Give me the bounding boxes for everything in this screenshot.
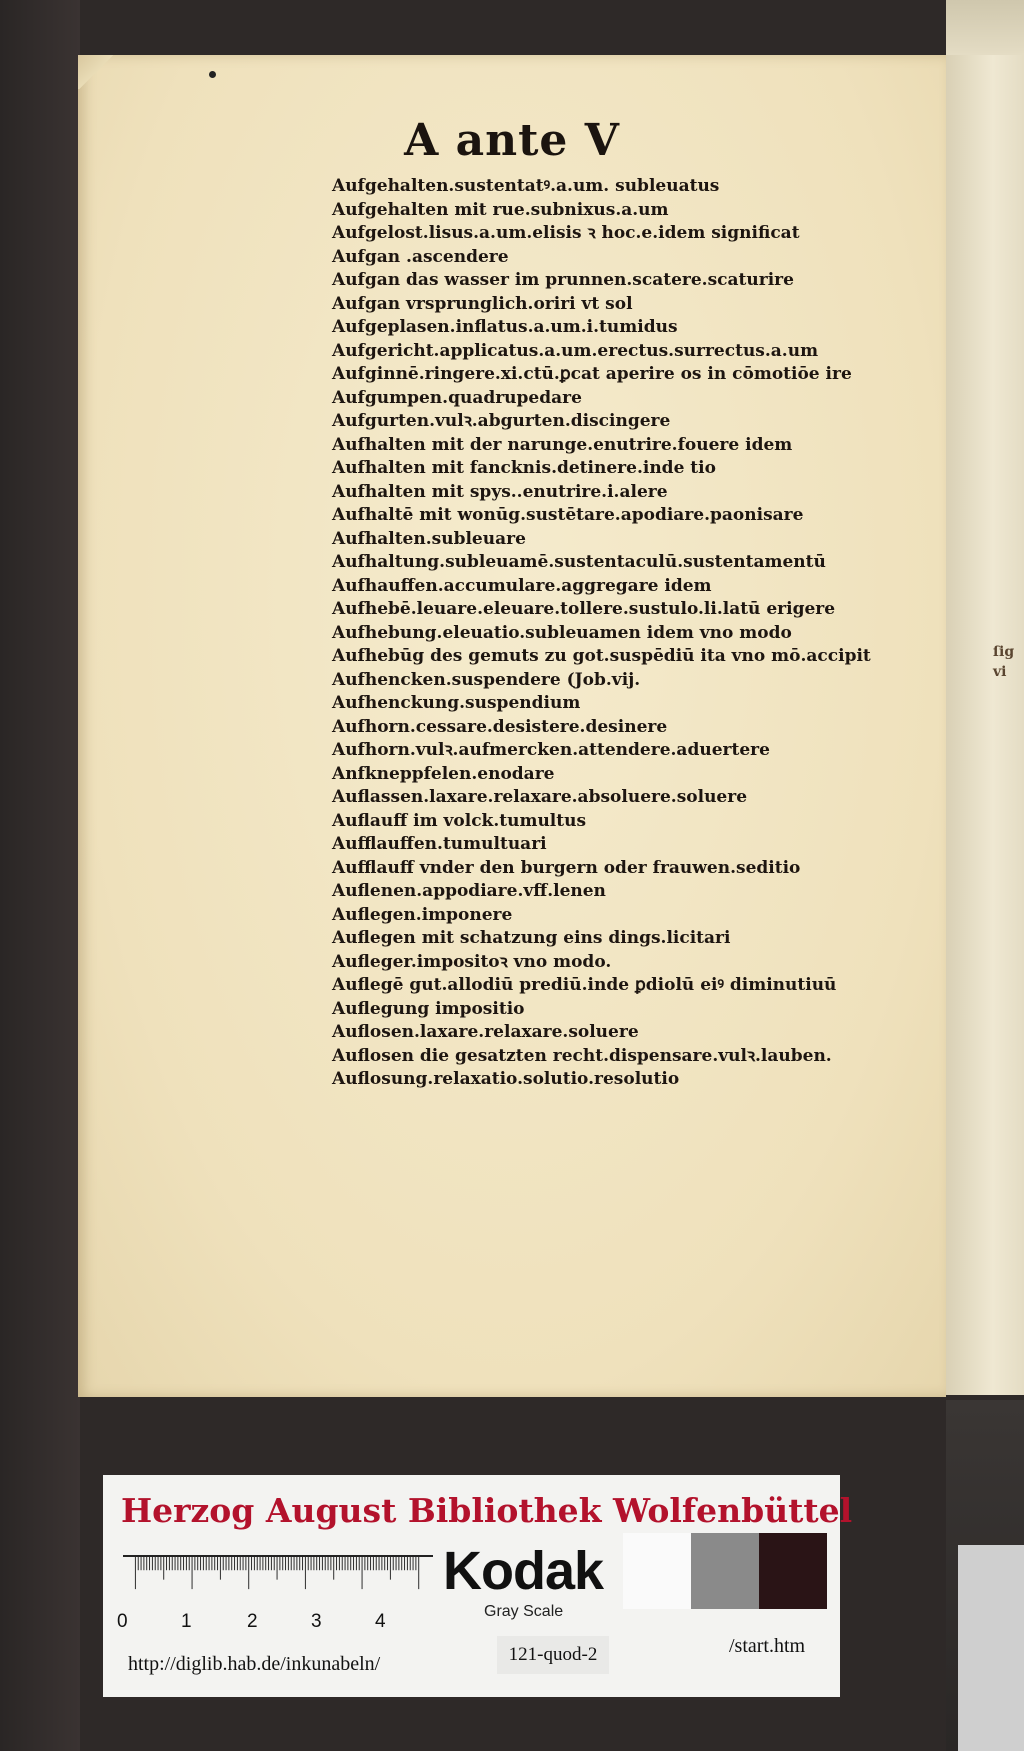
dictionary-entry: Aufhenckung.suspendium (332, 693, 581, 713)
dictionary-entry: Aufgan das wasser im prunnen.scatere.scaturire (332, 270, 794, 290)
dictionary-entry: Auflosung.relaxatio.solutio.resolutio (332, 1069, 680, 1089)
gray-swatch (691, 1533, 759, 1609)
ruler-number: 3 (311, 1611, 322, 1632)
dictionary-entry: Aufflauffen.tumultuari (332, 834, 547, 854)
page-header: A ante V (404, 115, 620, 166)
dictionary-entry: Aufhalten mit fancknis.detinere.inde tio (332, 458, 716, 478)
background-left (0, 0, 80, 1751)
library-title: Herzog August Bibliothek Wolfenbüttel (121, 1491, 853, 1530)
dictionary-entry: Aufhencken.suspendere (Job.vij. (332, 669, 641, 690)
adjacent-card-edge (958, 1545, 1024, 1751)
dictionary-entry: Aufhaltung.subleuamē.sustentaculū.sustentamentū (332, 552, 826, 572)
dictionary-entry: Auflegē gut.allodiū prediū.inde ꝑdiolū eiꝰ diminutiuū (332, 975, 837, 995)
bleed-line: ſig (993, 644, 1015, 660)
dictionary-entry: Aufhorn.cessare.desistere.desinere (332, 716, 668, 737)
dictionary-entry: Aufginnē.ringere.xi.ctū.ꝑcat aperire os in cōmotiōe ire (332, 364, 852, 384)
dictionary-entry: Auflosen die gesatzten recht.dispensare.vulꝛ.lauben. (332, 1045, 832, 1066)
dictionary-entry: Aufgan vrsprunglich.oriri vt sol (332, 293, 633, 314)
facing-page-edge (946, 55, 1024, 1395)
dictionary-entry: Aufgumpen.quadrupedare (332, 387, 582, 408)
dictionary-entry: Auflassen.laxare.relaxare.absoluere.soluere (332, 787, 748, 807)
dictionary-entry: Aufhalten.subleuare (332, 528, 526, 549)
dictionary-entry: Aufhebūg des gemuts zu got.suspēdiū ita vno mō.accipit (332, 646, 871, 666)
dictionary-entry: Auflegen.imponere (332, 904, 513, 925)
dictionary-entry: Aufhebung.eleuatio.subleuamen idem vno modo (332, 622, 792, 643)
ruler-number: 2 (247, 1611, 258, 1632)
dictionary-entry: Aufflauff vnder den burgern oder frauwen.seditio (332, 857, 801, 878)
page-corner-fold (78, 55, 114, 89)
dictionary-entry: Auflosen.laxare.relaxare.soluere (332, 1022, 639, 1042)
start-page-url[interactable]: /start.htm (729, 1635, 806, 1657)
dictionary-entry: Aufgericht.applicatus.a.um.erectus.surrectus.a.um (332, 340, 819, 361)
dictionary-entry: Aufhebē.leuare.eleuare.tollere.sustulo.li.latū erigere (332, 599, 836, 619)
dictionary-entries (332, 175, 952, 1092)
dictionary-entry: Aufgeplasen.inflatus.a.um.i.tumidus (332, 317, 678, 337)
ruler-number: 0 (117, 1611, 128, 1632)
dictionary-entry: Aufgelost.lisus.a.um.elisis ꝛ hoc.e.idem significat (332, 223, 800, 243)
gray-scale-label: Gray Scale (484, 1603, 564, 1620)
dictionary-entry: Aufhalten mit der narunge.enutrire.fouere idem (332, 434, 793, 455)
black-swatch (759, 1533, 827, 1609)
facing-page-top (946, 0, 1024, 60)
dictionary-entry: Auflauff im volck.tumultus (332, 810, 587, 831)
kodak-logo: Kodak (443, 1541, 604, 1601)
dictionary-entry: Auflegung impositio (332, 998, 525, 1019)
dictionary-entry: Aufgehalten mit rue.subnixus.a.um (332, 199, 669, 220)
dictionary-entry: Aufleger.impositoꝛ vno modo. (332, 951, 612, 972)
dictionary-entry: Aufgurten.vulꝛ.abgurten.discingere (332, 411, 671, 431)
library-url[interactable]: http://diglib.hab.de/inkunabeln/ (128, 1653, 381, 1675)
ink-dot (209, 71, 216, 78)
dictionary-entry: Aufhauffen.accumulare.aggregare idem (332, 575, 712, 596)
dictionary-entry: Auflegen mit schatzung eins dings.licitari (332, 928, 731, 948)
ruler-number: 4 (375, 1611, 386, 1632)
book-page (78, 55, 946, 1397)
dictionary-entry: Aufgan .ascendere (332, 246, 509, 267)
shelfmark-label: 121-quod-2 (497, 1636, 609, 1674)
ruler-number: 1 (181, 1611, 192, 1632)
dictionary-entry: Aufhorn.vulꝛ.aufmercken.attendere.aduertere (332, 740, 770, 760)
facing-page-bleed (993, 642, 1014, 682)
dictionary-entry: Auflenen.appodiare.vff.lenen (332, 881, 606, 901)
bleed-line: vi (993, 664, 1007, 680)
dictionary-entry: Aufhaltē mit wonūg.sustētare.apodiare.paonisare (332, 505, 804, 525)
dictionary-entry: Aufhalten mit spys..enutrire.i.alere (332, 481, 668, 502)
dictionary-entry: Anfkneppfelen.enodare (332, 763, 555, 784)
ruler-scale (123, 1555, 433, 1591)
dictionary-entry: Aufgehalten.sustentatꝰ.a.um. subleuatus (332, 176, 720, 196)
white-swatch (623, 1533, 691, 1609)
library-color-card (103, 1475, 853, 1697)
